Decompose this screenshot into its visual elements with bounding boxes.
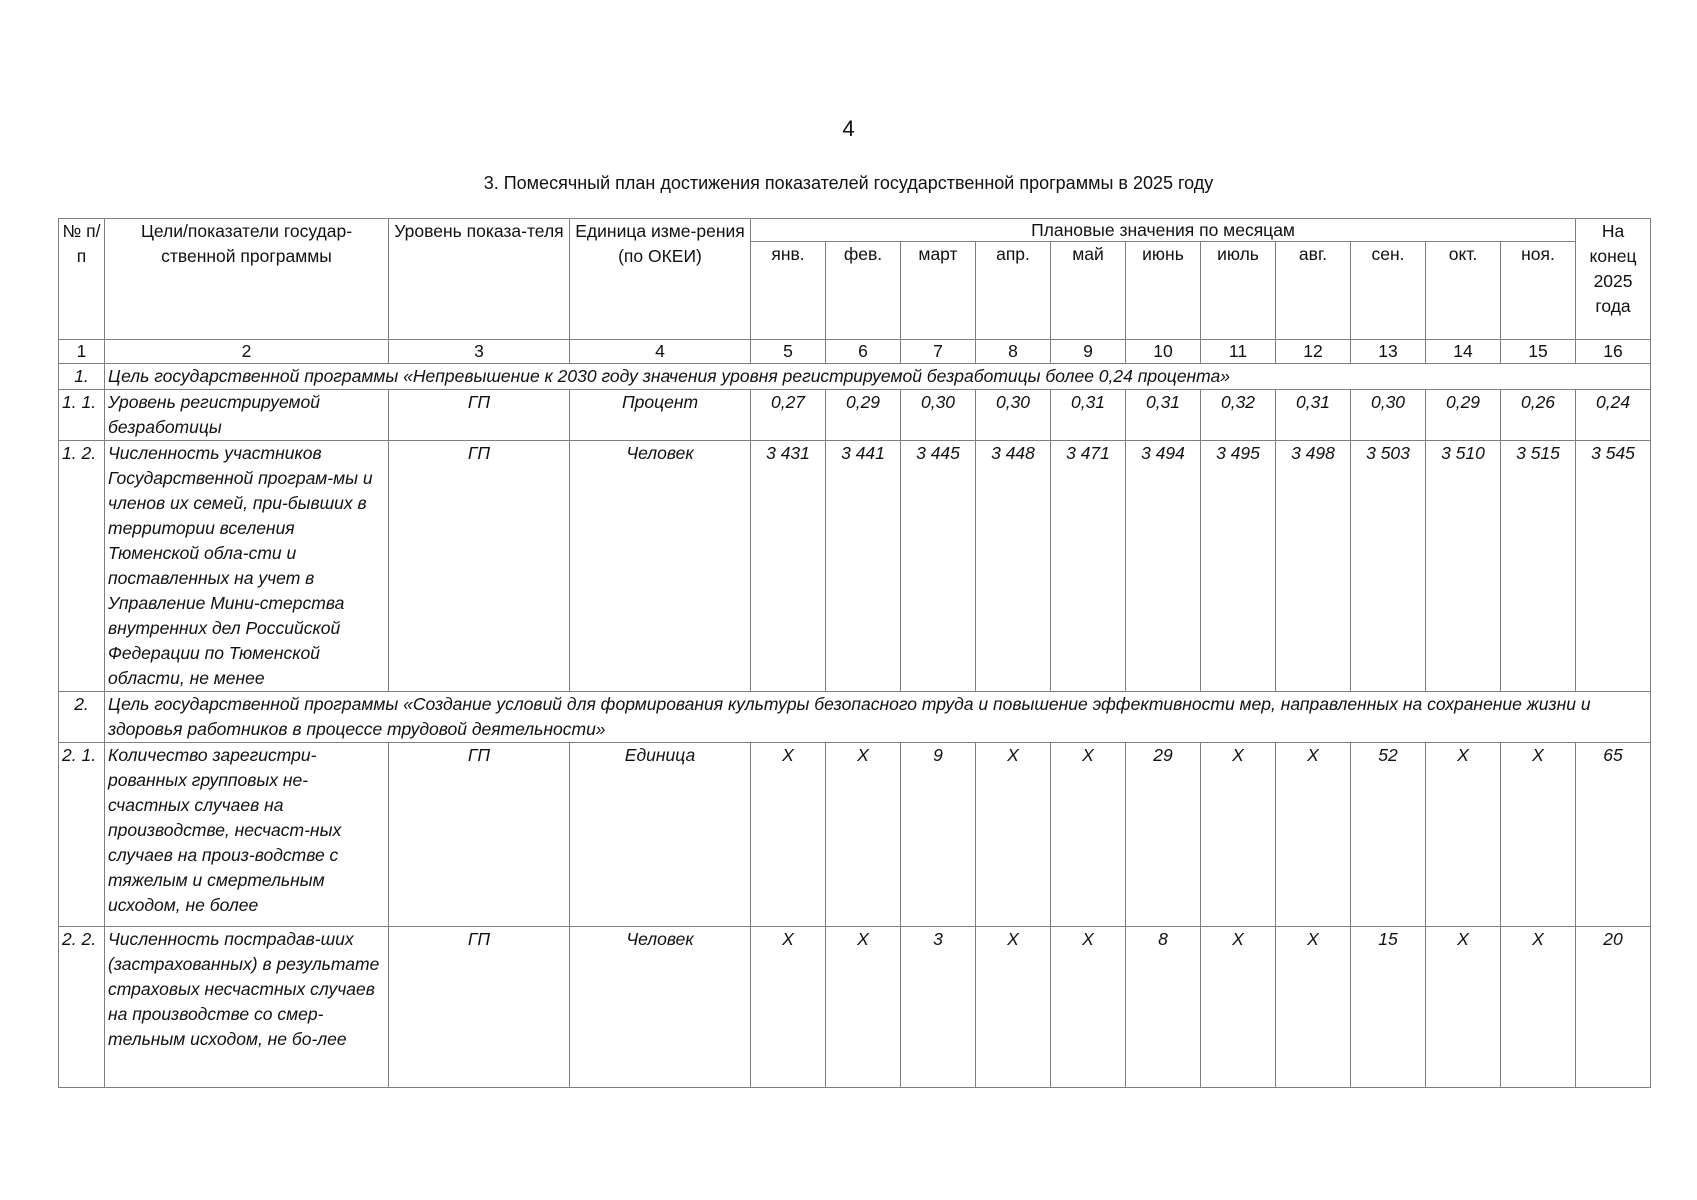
month-value: 3 495 (1201, 441, 1276, 692)
column-number: 2 (105, 340, 389, 364)
month-value: 15 (1351, 927, 1426, 1088)
month-value: 0,30 (976, 390, 1051, 441)
month-value: 0,31 (1276, 390, 1351, 441)
month-value: 3 494 (1126, 441, 1201, 692)
indicator-row (59, 927, 1651, 1088)
month-header: май (1051, 242, 1126, 340)
month-value: 0,26 (1501, 390, 1576, 441)
month-value: Х (1051, 927, 1126, 1088)
month-value: 3 445 (901, 441, 976, 692)
goal-index: 1. (59, 364, 105, 390)
month-value: Х (1201, 743, 1276, 927)
month-value: 0,31 (1051, 390, 1126, 441)
end-year-value: 3 545 (1576, 441, 1651, 692)
indicator-row (59, 441, 1651, 692)
month-value: 3 471 (1051, 441, 1126, 692)
goal-index: 2. (59, 692, 105, 743)
column-number: 13 (1351, 340, 1426, 364)
column-number: 10 (1126, 340, 1201, 364)
goal-row (59, 364, 1651, 390)
indicator-unit: Процент (570, 390, 751, 441)
month-value: Х (751, 927, 826, 1088)
month-header: апр. (976, 242, 1051, 340)
month-value: 3 498 (1276, 441, 1351, 692)
indicator-name: Численность пострадав-ших (застрахованных) в результате страховых несчастных случаев на производстве со смер-тельным исходом, не бо-лее (105, 927, 389, 1088)
month-value: 3 448 (976, 441, 1051, 692)
month-value: 3 503 (1351, 441, 1426, 692)
column-number: 8 (976, 340, 1051, 364)
indicator-name: Количество зарегистри-рованных групповых не-счастных случаев на производстве, несчаст-ных случаев на произ-водстве с тяжелым и смертельным исходом, не более (105, 743, 389, 927)
indicator-row (59, 743, 1651, 927)
column-number: 16 (1576, 340, 1651, 364)
document-title: 3. Помесячный план достижения показателей государственной программы в 2025 году (483, 173, 1214, 193)
end-year-value: 20 (1576, 927, 1651, 1088)
month-header: авг. (1276, 242, 1351, 340)
month-value: 8 (1126, 927, 1201, 1088)
month-value: Х (826, 743, 901, 927)
month-value: 0,27 (751, 390, 826, 441)
indicator-level: ГП (389, 927, 570, 1088)
month-header: ноя. (1501, 242, 1576, 340)
page-number: 4 (842, 116, 855, 141)
column-number: 11 (1201, 340, 1276, 364)
header-end: На конец 2025 года (1576, 219, 1651, 340)
indicator-unit: Человек (570, 441, 751, 692)
column-number: 9 (1051, 340, 1126, 364)
month-value: Х (826, 927, 901, 1088)
month-value: Х (1426, 743, 1501, 927)
column-number: 12 (1276, 340, 1351, 364)
goal-text: Цель государственной программы «Создание условий для формирования культуры безопасного труда и повышение эффективности мер, направленных на сохранение жизни и здоровья работников в процессе трудовой деятельности» (105, 692, 1651, 743)
month-header: фев. (826, 242, 901, 340)
indicator-index: 1. 1. (59, 390, 105, 441)
indicator-unit: Человек (570, 927, 751, 1088)
goal-text: Цель государственной программы «Непревышение к 2030 году значения уровня регистрируемой безработицы более 0,24 процента» (105, 364, 1651, 390)
month-value: Х (1426, 927, 1501, 1088)
month-value: 9 (901, 743, 976, 927)
indicator-unit: Единица (570, 743, 751, 927)
month-value: 0,32 (1201, 390, 1276, 441)
month-header: окт. (1426, 242, 1501, 340)
month-value: 3 431 (751, 441, 826, 692)
monthly-plan-table (58, 218, 1651, 1088)
indicator-level: ГП (389, 441, 570, 692)
month-value: 52 (1351, 743, 1426, 927)
month-header: июль (1201, 242, 1276, 340)
month-value: Х (751, 743, 826, 927)
month-header: март (901, 242, 976, 340)
header-goal: Цели/показатели государ-ственной программы (105, 219, 389, 340)
indicator-name: Численность участников Государственной програм-мы и членов их семей, при-бывших в территории вселения Тюменской обла-сти и поставленных на учет в Управление Мини-стерства внутренних дел Российской Федерации по Тюменской области, не менее (105, 441, 389, 692)
header-plan: Плановые значения по месяцам (751, 219, 1576, 242)
month-value: Х (1501, 743, 1576, 927)
indicator-index: 2. 2. (59, 927, 105, 1088)
end-year-value: 0,24 (1576, 390, 1651, 441)
month-value: 3 (901, 927, 976, 1088)
month-value: 3 510 (1426, 441, 1501, 692)
month-header: июнь (1126, 242, 1201, 340)
header-row-1 (59, 219, 1651, 242)
column-number: 15 (1501, 340, 1576, 364)
header-unit: Единица изме-рения (по ОКЕИ) (570, 219, 751, 340)
month-value: 0,29 (1426, 390, 1501, 441)
month-value: Х (1276, 927, 1351, 1088)
month-value: Х (1276, 743, 1351, 927)
month-header: янв. (751, 242, 826, 340)
month-header: сен. (1351, 242, 1426, 340)
indicator-row (59, 390, 1651, 441)
column-number: 4 (570, 340, 751, 364)
column-number: 5 (751, 340, 826, 364)
column-number: 14 (1426, 340, 1501, 364)
indicator-level: ГП (389, 743, 570, 927)
indicator-name: Уровень регистрируемой безработицы (105, 390, 389, 441)
month-value: 0,29 (826, 390, 901, 441)
end-year-value: 65 (1576, 743, 1651, 927)
goal-row (59, 692, 1651, 743)
month-value: 0,31 (1126, 390, 1201, 441)
month-value: Х (1201, 927, 1276, 1088)
month-value: 3 515 (1501, 441, 1576, 692)
month-value: Х (1501, 927, 1576, 1088)
month-value: 3 441 (826, 441, 901, 692)
indicator-index: 1. 2. (59, 441, 105, 692)
column-number: 3 (389, 340, 570, 364)
column-numbers-row (59, 340, 1651, 364)
month-value: Х (976, 743, 1051, 927)
column-number: 1 (59, 340, 105, 364)
indicator-level: ГП (389, 390, 570, 441)
month-value: Х (1051, 743, 1126, 927)
month-value: 29 (1126, 743, 1201, 927)
column-number: 6 (826, 340, 901, 364)
month-value: Х (976, 927, 1051, 1088)
month-value: 0,30 (901, 390, 976, 441)
column-number: 7 (901, 340, 976, 364)
indicator-index: 2. 1. (59, 743, 105, 927)
header-num: № п/п (59, 219, 105, 340)
month-value: 0,30 (1351, 390, 1426, 441)
header-level: Уровень показа-теля (389, 219, 570, 340)
